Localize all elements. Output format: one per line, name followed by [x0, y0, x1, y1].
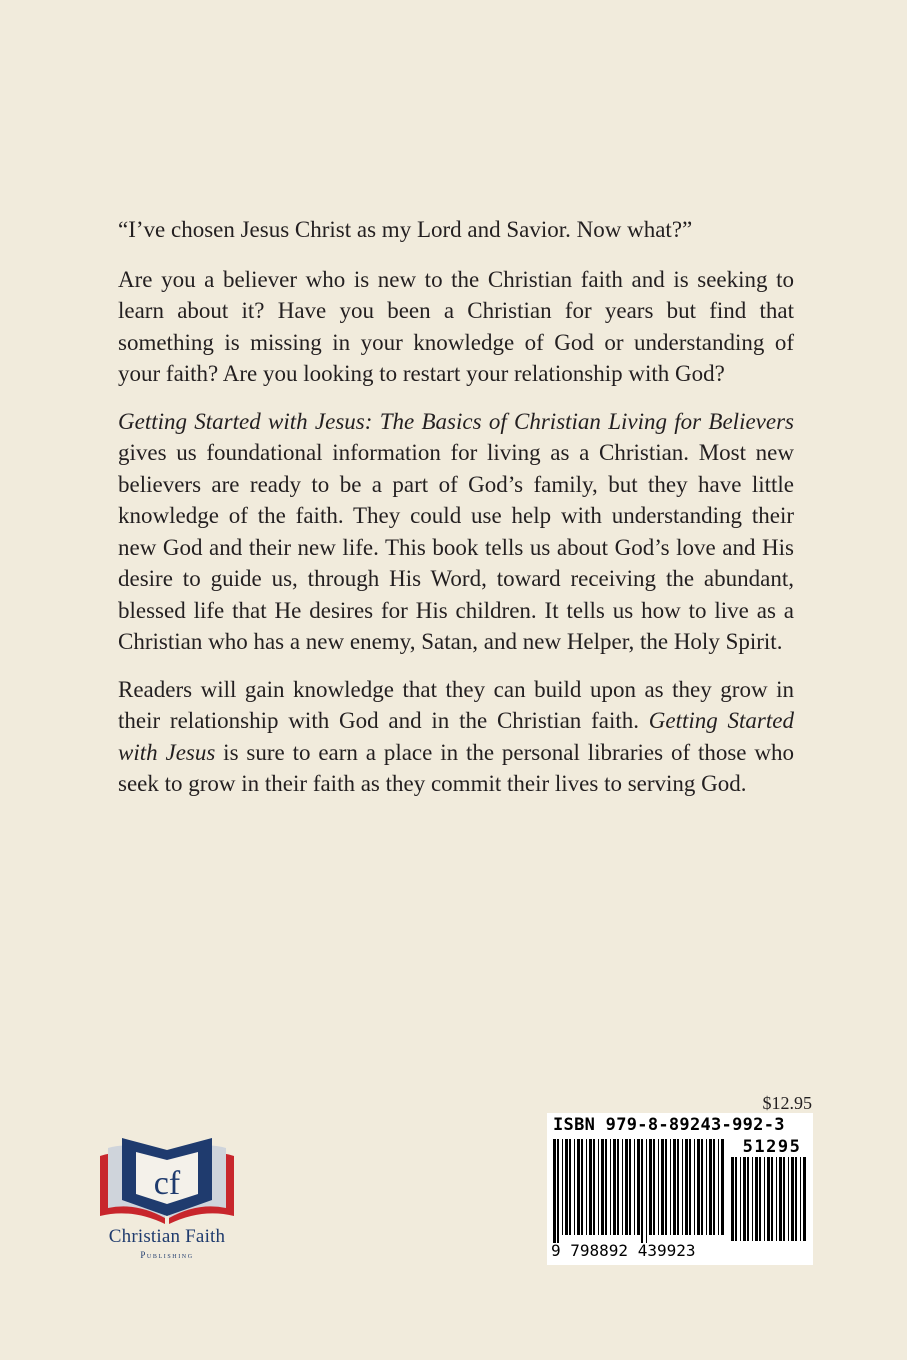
- barcode-bar: [637, 1139, 640, 1235]
- barcode-bar: [731, 1157, 734, 1241]
- barcode-bar: [755, 1157, 758, 1241]
- barcode-bar: [721, 1139, 724, 1235]
- barcode-bar: [577, 1139, 580, 1235]
- publisher-logo: [92, 1130, 242, 1270]
- barcode-bar: [665, 1139, 667, 1235]
- ean-barcode-bars: [553, 1139, 725, 1243]
- barcode-bar: [735, 1157, 737, 1241]
- publisher-subtitle: Publishing: [140, 1250, 194, 1260]
- isbn-barcode: [547, 1113, 813, 1265]
- barcode-bar: [670, 1139, 671, 1235]
- barcode-bar: [553, 1139, 556, 1243]
- barcode-bar: [589, 1139, 592, 1235]
- barcode-bar: [622, 1139, 623, 1235]
- blurb-paragraph-2-body: gives us foundational information for living as a Christian. Most new believers are ready to be a part of God’s family, but they have little knowledge of the faith. They could use help with understanding their new God and their new life. This book tells us about God’s love and His desire to guide us, through His Word, toward receiving the abundant, blessed life that He desires for His children. It tells us how to live as a Christian who has a new enemy, Satan, and new Helper, the Holy Spirit.: [118, 440, 794, 654]
- barcode-bar: [743, 1157, 746, 1241]
- barcode-bar: [605, 1139, 607, 1235]
- open-book-icon: [92, 1130, 242, 1226]
- barcode-bar: [783, 1157, 785, 1241]
- blurb-paragraph-3: [118, 674, 794, 800]
- barcode-bar: [557, 1139, 559, 1243]
- barcode-bar: [646, 1139, 647, 1243]
- book-short-title-italic: Getting Started with Jesus: [118, 708, 794, 765]
- opening-quote: “I’ve chosen Jesus Christ as my Lord and Savior. Now what?”: [118, 217, 693, 242]
- blurb-paragraph-3-end: is sure to earn a place in the personal libraries of those who seek to grow in their faith as they commit their lives to serving God.: [118, 739, 794, 796]
- price-label: $12.95: [762, 1093, 812, 1113]
- barcode-bar: [634, 1139, 635, 1235]
- barcode-bar: [740, 1157, 741, 1241]
- isbn-label: ISBN 979-8-89243-992-3: [553, 1115, 785, 1135]
- publisher-name: Christian Faith: [108, 1226, 226, 1247]
- barcode-bar: [586, 1139, 587, 1235]
- barcode-bar: [764, 1157, 765, 1241]
- barcode-bar: [617, 1139, 619, 1235]
- barcode-bar: [610, 1139, 611, 1235]
- barcode-bar: [803, 1157, 806, 1241]
- barcode-bar: [613, 1139, 616, 1235]
- ean-digits: 9 798892 439923: [551, 1241, 696, 1260]
- barcode-bar: [709, 1139, 712, 1235]
- blurb-paragraph-1: Are you a believer who is new to the Christian faith and is seeking to learn about it? Have you been a Christian for years but find that something is missing in your knowledge of God or understanding of your faith? Are you looking to restart your relationship with God?: [118, 266, 794, 386]
- barcode-bar: [713, 1139, 715, 1235]
- barcode-bar: [747, 1157, 749, 1241]
- barcode-bar: [788, 1157, 789, 1241]
- barcode-bar: [673, 1139, 676, 1235]
- blurb-paragraph-2: [118, 406, 794, 658]
- barcode-bar: [569, 1139, 571, 1235]
- barcode-bar: [682, 1139, 683, 1235]
- barcode-bar: [565, 1139, 568, 1235]
- barcode-bar: [689, 1139, 691, 1235]
- barcode-bar: [706, 1139, 707, 1235]
- barcode-bar: [795, 1157, 797, 1241]
- barcode-bar: [771, 1157, 773, 1241]
- barcode-bar: [800, 1157, 801, 1241]
- barcode-bar: [653, 1139, 655, 1235]
- price-addon-digits: 51295: [742, 1137, 802, 1157]
- barcode-bar: [697, 1139, 700, 1235]
- barcode-bar: [718, 1139, 719, 1235]
- barcode-bar: [658, 1139, 659, 1235]
- barcode-bar: [625, 1139, 628, 1235]
- barcode-bar: [779, 1157, 782, 1241]
- barcode-bar: [694, 1139, 695, 1235]
- barcode-bar: [767, 1157, 770, 1241]
- barcode-bar: [601, 1139, 604, 1235]
- barcode-bar: [629, 1139, 631, 1235]
- barcode-bar: [759, 1157, 761, 1241]
- barcode-bar: [661, 1139, 664, 1235]
- barcode-bar: [598, 1139, 599, 1235]
- barcode-bar: [562, 1139, 563, 1235]
- book-title-italic: Getting Started with Jesus: The Basics of Christian Living for Believers: [118, 408, 794, 434]
- barcode-bar: [685, 1139, 688, 1235]
- addon-barcode-bars: [731, 1157, 809, 1257]
- blurb-paragraph-3-start: Readers will gain knowledge that they can build upon as they grow in their relationship with God and in the Christian faith.: [118, 676, 794, 733]
- barcode-bar: [701, 1139, 703, 1235]
- barcode-bar: [641, 1139, 643, 1243]
- barcode-bar: [574, 1139, 575, 1235]
- barcode-bar: [776, 1157, 777, 1241]
- logo-monogram: cf: [153, 1165, 181, 1202]
- barcode-bar: [649, 1139, 652, 1235]
- barcode-bar: [593, 1139, 595, 1235]
- barcode-bar: [581, 1139, 583, 1235]
- barcode-bar: [752, 1157, 753, 1241]
- barcode-bar: [677, 1139, 679, 1235]
- barcode-bar: [791, 1157, 794, 1241]
- back-cover-blurb: [118, 214, 794, 816]
